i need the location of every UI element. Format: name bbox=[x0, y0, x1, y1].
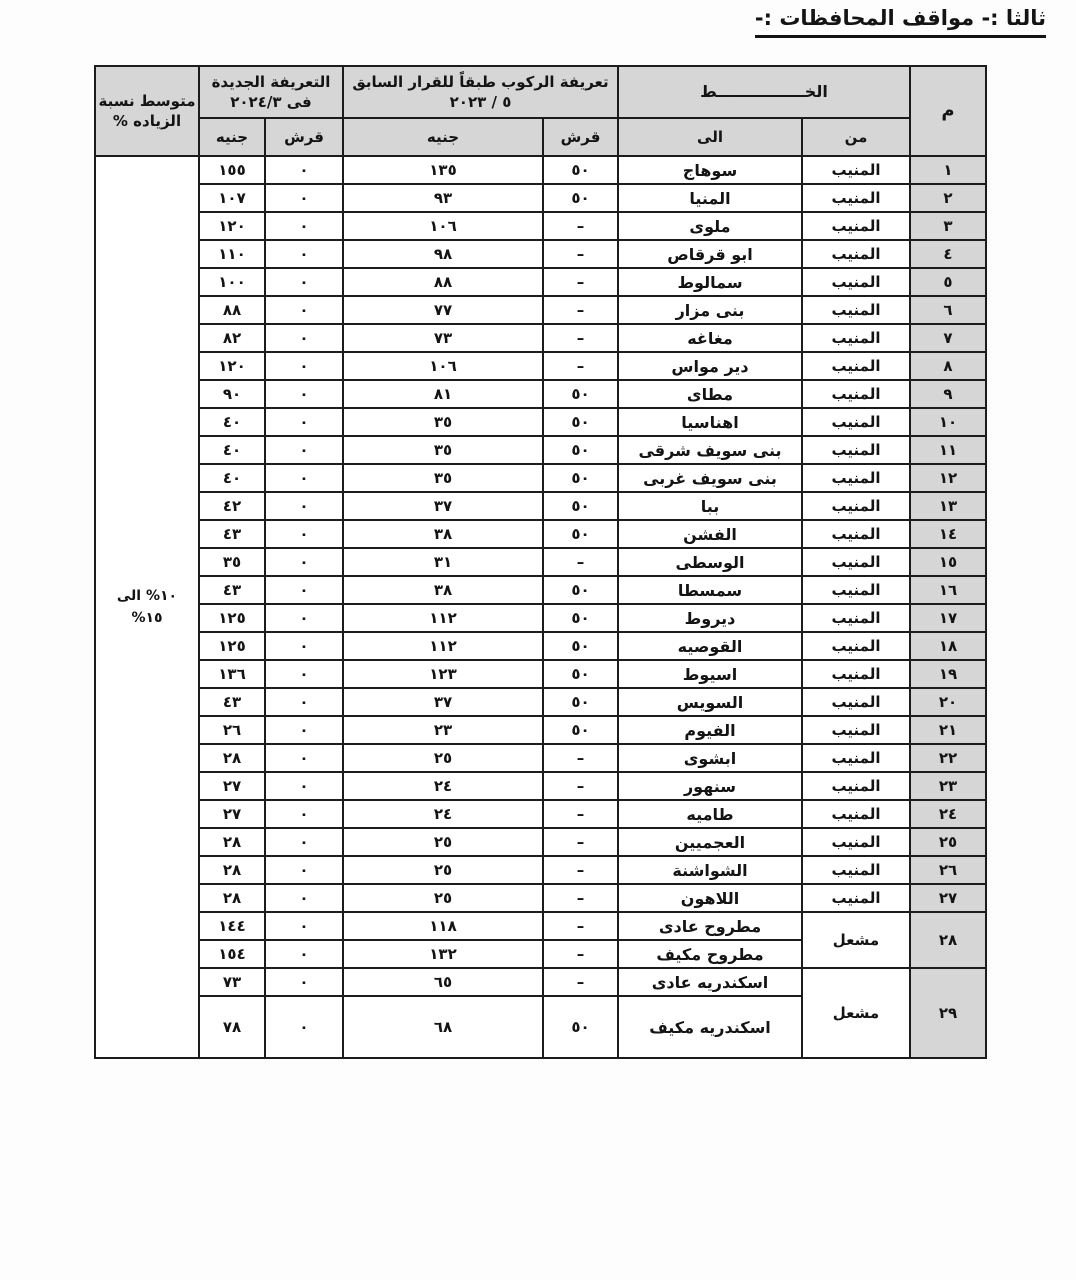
from-cell: المنيب bbox=[802, 156, 910, 184]
new-piasters-cell: ٠ bbox=[265, 800, 343, 828]
avg-increase-line1: ١٠% الى bbox=[116, 587, 178, 604]
old-pounds-cell: ٧٣ bbox=[343, 324, 543, 352]
new-piasters-cell: ٠ bbox=[265, 240, 343, 268]
new-pounds-cell: ٤٠ bbox=[199, 436, 265, 464]
new-piasters-cell: ٠ bbox=[265, 352, 343, 380]
to-cell: مغاغه bbox=[618, 324, 802, 352]
new-pounds-cell: ١٣٦ bbox=[199, 660, 265, 688]
new-piasters-cell: ٠ bbox=[265, 604, 343, 632]
old-pounds-cell: ١٣٢ bbox=[343, 940, 543, 968]
row-number-cell: ١٨ bbox=[910, 632, 986, 660]
new-pounds-cell: ١٢٥ bbox=[199, 604, 265, 632]
new-pounds-cell: ٣٥ bbox=[199, 548, 265, 576]
old-piasters-cell: ٥٠ bbox=[543, 464, 618, 492]
to-cell: ابشوى bbox=[618, 744, 802, 772]
from-cell: المنيب bbox=[802, 520, 910, 548]
new-piasters-cell: ٠ bbox=[265, 212, 343, 240]
row-number-cell: ٥ bbox=[910, 268, 986, 296]
old-pounds-cell: ٣٧ bbox=[343, 688, 543, 716]
to-cell: ملوى bbox=[618, 212, 802, 240]
table-row bbox=[95, 240, 986, 268]
to-cell: اسكندريه مكيف bbox=[618, 996, 802, 1058]
new-piasters-cell: ٠ bbox=[265, 716, 343, 744]
header-new-fare-line2: فى ٢٠٢٤/٣ bbox=[230, 93, 312, 111]
header-line-group: الخــــــــــــــــط bbox=[618, 66, 910, 118]
old-pounds-cell: ٨٨ bbox=[343, 268, 543, 296]
table-row bbox=[95, 324, 986, 352]
table-row bbox=[95, 688, 986, 716]
old-pounds-cell: ٣٥ bbox=[343, 464, 543, 492]
table-row bbox=[95, 296, 986, 324]
old-pounds-cell: ٦٨ bbox=[343, 996, 543, 1058]
old-piasters-cell: ٥٠ bbox=[543, 492, 618, 520]
table-row bbox=[95, 772, 986, 800]
new-piasters-cell: ٠ bbox=[265, 912, 343, 940]
new-pounds-cell: ٤٠ bbox=[199, 408, 265, 436]
header-from: من bbox=[802, 118, 910, 156]
to-cell: بنى سويف شرقى bbox=[618, 436, 802, 464]
to-cell: سوهاج bbox=[618, 156, 802, 184]
new-pounds-cell: ٢٧ bbox=[199, 772, 265, 800]
to-cell: اللاهون bbox=[618, 884, 802, 912]
to-cell: الفشن bbox=[618, 520, 802, 548]
new-piasters-cell: ٠ bbox=[265, 632, 343, 660]
from-cell: مشعل bbox=[802, 912, 910, 968]
table-row bbox=[95, 800, 986, 828]
new-piasters-cell: ٠ bbox=[265, 968, 343, 996]
from-cell: المنيب bbox=[802, 492, 910, 520]
old-piasters-cell: – bbox=[543, 940, 618, 968]
row-number-cell: ٣ bbox=[910, 212, 986, 240]
old-piasters-cell: – bbox=[543, 240, 618, 268]
new-pounds-cell: ٢٨ bbox=[199, 884, 265, 912]
to-cell: المنيا bbox=[618, 184, 802, 212]
to-cell: بنى مزار bbox=[618, 296, 802, 324]
old-pounds-cell: ٣٥ bbox=[343, 436, 543, 464]
table-row bbox=[95, 968, 986, 996]
old-piasters-cell: ٥٠ bbox=[543, 156, 618, 184]
avg-increase-line2: ١٥% bbox=[131, 610, 163, 626]
old-pounds-cell: ١٠٦ bbox=[343, 212, 543, 240]
new-pounds-cell: ٤٢ bbox=[199, 492, 265, 520]
old-piasters-cell: – bbox=[543, 884, 618, 912]
new-piasters-cell: ٠ bbox=[265, 856, 343, 884]
old-pounds-cell: ٨١ bbox=[343, 380, 543, 408]
to-cell: القوصيه bbox=[618, 632, 802, 660]
to-cell: ديروط bbox=[618, 604, 802, 632]
from-cell: المنيب bbox=[802, 184, 910, 212]
row-number-cell: ١٦ bbox=[910, 576, 986, 604]
table-row bbox=[95, 548, 986, 576]
row-number-cell: ٤ bbox=[910, 240, 986, 268]
old-pounds-cell: ٣١ bbox=[343, 548, 543, 576]
new-pounds-cell: ١٢٠ bbox=[199, 352, 265, 380]
from-cell: المنيب bbox=[802, 744, 910, 772]
to-cell: اسيوط bbox=[618, 660, 802, 688]
old-piasters-cell: ٥٠ bbox=[543, 688, 618, 716]
new-pounds-cell: ٩٠ bbox=[199, 380, 265, 408]
to-cell: بنى سويف غربى bbox=[618, 464, 802, 492]
table-row bbox=[95, 576, 986, 604]
old-pounds-cell: ٣٨ bbox=[343, 520, 543, 548]
old-piasters-cell: ٥٠ bbox=[543, 716, 618, 744]
from-cell: المنيب bbox=[802, 212, 910, 240]
old-piasters-cell: – bbox=[543, 772, 618, 800]
from-cell: المنيب bbox=[802, 716, 910, 744]
from-cell: المنيب bbox=[802, 240, 910, 268]
new-piasters-cell: ٠ bbox=[265, 660, 343, 688]
header-new-pounds: جنيه bbox=[199, 118, 265, 156]
row-number-cell: ٢٥ bbox=[910, 828, 986, 856]
row-number-cell: ٢٧ bbox=[910, 884, 986, 912]
to-cell: مطاى bbox=[618, 380, 802, 408]
table-row bbox=[95, 408, 986, 436]
new-piasters-cell: ٠ bbox=[265, 324, 343, 352]
to-cell: سنهور bbox=[618, 772, 802, 800]
new-pounds-cell: ٢٨ bbox=[199, 856, 265, 884]
new-pounds-cell: ١٢٥ bbox=[199, 632, 265, 660]
header-new-fare-group bbox=[199, 66, 343, 118]
new-piasters-cell: ٠ bbox=[265, 688, 343, 716]
new-piasters-cell: ٠ bbox=[265, 408, 343, 436]
row-number-cell: ١٠ bbox=[910, 408, 986, 436]
old-pounds-cell: ٢٤ bbox=[343, 772, 543, 800]
row-number-cell: ٢٠ bbox=[910, 688, 986, 716]
row-number-cell: ١ bbox=[910, 156, 986, 184]
to-cell: مطروح عادى bbox=[618, 912, 802, 940]
row-number-cell: ١٩ bbox=[910, 660, 986, 688]
new-pounds-cell: ١١٠ bbox=[199, 240, 265, 268]
header-old-piasters: قرش bbox=[543, 118, 618, 156]
new-pounds-cell: ١٢٠ bbox=[199, 212, 265, 240]
old-pounds-cell: ٧٧ bbox=[343, 296, 543, 324]
fares-table-body bbox=[95, 156, 986, 1058]
row-number-cell: ٢٢ bbox=[910, 744, 986, 772]
from-cell: المنيب bbox=[802, 604, 910, 632]
row-number-cell: ١٧ bbox=[910, 604, 986, 632]
table-row bbox=[95, 184, 986, 212]
old-pounds-cell: ١١٢ bbox=[343, 604, 543, 632]
new-piasters-cell: ٠ bbox=[265, 744, 343, 772]
table-row bbox=[95, 856, 986, 884]
old-piasters-cell: – bbox=[543, 268, 618, 296]
to-cell: مطروح مكيف bbox=[618, 940, 802, 968]
old-piasters-cell: – bbox=[543, 548, 618, 576]
row-number-cell: ٢٤ bbox=[910, 800, 986, 828]
to-cell: العجميين bbox=[618, 828, 802, 856]
old-piasters-cell: ٥٠ bbox=[543, 380, 618, 408]
header-row-number: م bbox=[910, 66, 986, 156]
from-cell: المنيب bbox=[802, 884, 910, 912]
new-piasters-cell: ٠ bbox=[265, 380, 343, 408]
old-piasters-cell: ٥٠ bbox=[543, 436, 618, 464]
table-row bbox=[95, 744, 986, 772]
to-cell: ابو قرقاص bbox=[618, 240, 802, 268]
new-piasters-cell: ٠ bbox=[265, 184, 343, 212]
new-piasters-cell: ٠ bbox=[265, 548, 343, 576]
old-piasters-cell: ٥٠ bbox=[543, 408, 618, 436]
new-pounds-cell: ٤٣ bbox=[199, 688, 265, 716]
row-number-cell: ٢٦ bbox=[910, 856, 986, 884]
header-avg-increase-line2: الزياده % bbox=[112, 112, 182, 130]
header-new-fare-line1: التعريفة الجديدة bbox=[211, 72, 331, 91]
row-number-cell: ٢٩ bbox=[910, 968, 986, 1058]
row-number-cell: ١٣ bbox=[910, 492, 986, 520]
table-row bbox=[95, 716, 986, 744]
to-cell: الفيوم bbox=[618, 716, 802, 744]
new-pounds-cell: ٢٦ bbox=[199, 716, 265, 744]
old-piasters-cell: ٥٠ bbox=[543, 576, 618, 604]
old-pounds-cell: ٢٥ bbox=[343, 884, 543, 912]
old-piasters-cell: ٥٠ bbox=[543, 184, 618, 212]
old-pounds-cell: ٩٣ bbox=[343, 184, 543, 212]
row-number-cell: ٧ bbox=[910, 324, 986, 352]
from-cell: مشعل bbox=[802, 968, 910, 1058]
row-number-cell: ٦ bbox=[910, 296, 986, 324]
header-old-pounds: جنيه bbox=[343, 118, 543, 156]
from-cell: المنيب bbox=[802, 296, 910, 324]
old-piasters-cell: ٥٠ bbox=[543, 996, 618, 1058]
new-pounds-cell: ١٤٤ bbox=[199, 912, 265, 940]
row-number-cell: ٢ bbox=[910, 184, 986, 212]
new-pounds-cell: ١٠٠ bbox=[199, 268, 265, 296]
old-piasters-cell: ٥٠ bbox=[543, 520, 618, 548]
to-cell: طاميه bbox=[618, 800, 802, 828]
table-row bbox=[95, 436, 986, 464]
table-row bbox=[95, 492, 986, 520]
old-pounds-cell: ١٢٣ bbox=[343, 660, 543, 688]
row-number-cell: ١٢ bbox=[910, 464, 986, 492]
header-old-fare-line1: تعريفة الركوب طبقاً للقرار السابق bbox=[352, 72, 609, 91]
old-pounds-cell: ٣٧ bbox=[343, 492, 543, 520]
new-piasters-cell: ٠ bbox=[265, 772, 343, 800]
old-pounds-cell: ٢٣ bbox=[343, 716, 543, 744]
row-number-cell: ١١ bbox=[910, 436, 986, 464]
from-cell: المنيب bbox=[802, 632, 910, 660]
old-piasters-cell: ٥٠ bbox=[543, 660, 618, 688]
new-pounds-cell: ٢٨ bbox=[199, 744, 265, 772]
new-pounds-cell: ٧٨ bbox=[199, 996, 265, 1058]
old-piasters-cell: – bbox=[543, 828, 618, 856]
to-cell: ببا bbox=[618, 492, 802, 520]
new-piasters-cell: ٠ bbox=[265, 940, 343, 968]
from-cell: المنيب bbox=[802, 688, 910, 716]
old-pounds-cell: ٢٥ bbox=[343, 856, 543, 884]
from-cell: المنيب bbox=[802, 408, 910, 436]
header-old-fare-line2: ٥ / ٢٠٢٣ bbox=[449, 93, 512, 111]
from-cell: المنيب bbox=[802, 576, 910, 604]
to-cell: الوسطى bbox=[618, 548, 802, 576]
row-number-cell: ٨ bbox=[910, 352, 986, 380]
row-number-cell: ٢١ bbox=[910, 716, 986, 744]
from-cell: المنيب bbox=[802, 548, 910, 576]
old-piasters-cell: – bbox=[543, 352, 618, 380]
table-row bbox=[95, 212, 986, 240]
old-pounds-cell: ٢٥ bbox=[343, 828, 543, 856]
old-pounds-cell: ٣٥ bbox=[343, 408, 543, 436]
old-pounds-cell: ٩٨ bbox=[343, 240, 543, 268]
old-piasters-cell: – bbox=[543, 324, 618, 352]
old-piasters-cell: – bbox=[543, 800, 618, 828]
old-piasters-cell: – bbox=[543, 212, 618, 240]
from-cell: المنيب bbox=[802, 856, 910, 884]
new-piasters-cell: ٠ bbox=[265, 828, 343, 856]
from-cell: المنيب bbox=[802, 352, 910, 380]
to-cell: اهناسيا bbox=[618, 408, 802, 436]
table-row bbox=[95, 884, 986, 912]
fares-table bbox=[94, 65, 987, 1059]
new-piasters-cell: ٠ bbox=[265, 884, 343, 912]
old-pounds-cell: ١٣٥ bbox=[343, 156, 543, 184]
new-piasters-cell: ٠ bbox=[265, 464, 343, 492]
row-number-cell: ٢٨ bbox=[910, 912, 986, 968]
old-piasters-cell: – bbox=[543, 856, 618, 884]
new-pounds-cell: ٢٧ bbox=[199, 800, 265, 828]
old-piasters-cell: – bbox=[543, 296, 618, 324]
old-pounds-cell: ١١٢ bbox=[343, 632, 543, 660]
to-cell: دير مواس bbox=[618, 352, 802, 380]
old-pounds-cell: ٦٥ bbox=[343, 968, 543, 996]
table-row bbox=[95, 352, 986, 380]
from-cell: المنيب bbox=[802, 464, 910, 492]
table-row bbox=[95, 660, 986, 688]
old-pounds-cell: ١١٨ bbox=[343, 912, 543, 940]
old-piasters-cell: – bbox=[543, 912, 618, 940]
to-cell: سمسطا bbox=[618, 576, 802, 604]
to-cell: السويس bbox=[618, 688, 802, 716]
new-piasters-cell: ٠ bbox=[265, 156, 343, 184]
row-number-cell: ١٥ bbox=[910, 548, 986, 576]
row-number-cell: ٩ bbox=[910, 380, 986, 408]
old-pounds-cell: ٢٤ bbox=[343, 800, 543, 828]
new-pounds-cell: ٤٣ bbox=[199, 576, 265, 604]
from-cell: المنيب bbox=[802, 380, 910, 408]
table-row bbox=[95, 828, 986, 856]
new-pounds-cell: ٢٨ bbox=[199, 828, 265, 856]
new-piasters-cell: ٠ bbox=[265, 576, 343, 604]
table-row bbox=[95, 464, 986, 492]
new-piasters-cell: ٠ bbox=[265, 436, 343, 464]
header-new-piasters: قرش bbox=[265, 118, 343, 156]
to-cell: سمالوط bbox=[618, 268, 802, 296]
table-row bbox=[95, 604, 986, 632]
new-piasters-cell: ٠ bbox=[265, 296, 343, 324]
from-cell: المنيب bbox=[802, 436, 910, 464]
new-pounds-cell: ١٥٤ bbox=[199, 940, 265, 968]
from-cell: المنيب bbox=[802, 800, 910, 828]
new-pounds-cell: ٤٣ bbox=[199, 520, 265, 548]
old-piasters-cell: ٥٠ bbox=[543, 632, 618, 660]
to-cell: اسكندريه عادى bbox=[618, 968, 802, 996]
header-old-fare-group bbox=[343, 66, 618, 118]
page-title: ثالثا :- مواقف المحافظات :- bbox=[755, 6, 1046, 38]
from-cell: المنيب bbox=[802, 772, 910, 800]
new-pounds-cell: ٨٢ bbox=[199, 324, 265, 352]
avg-increase-value-cell bbox=[95, 156, 199, 1058]
new-pounds-cell: ١٥٥ bbox=[199, 156, 265, 184]
new-pounds-cell: ٨٨ bbox=[199, 296, 265, 324]
new-pounds-cell: ٧٣ bbox=[199, 968, 265, 996]
to-cell: الشواشنة bbox=[618, 856, 802, 884]
new-pounds-cell: ١٠٧ bbox=[199, 184, 265, 212]
old-piasters-cell: ٥٠ bbox=[543, 604, 618, 632]
table-row bbox=[95, 156, 986, 184]
header-avg-increase bbox=[95, 66, 199, 156]
header-avg-increase-line1: متوسط نسبة bbox=[98, 91, 196, 110]
table-row bbox=[95, 380, 986, 408]
table-row bbox=[95, 632, 986, 660]
new-piasters-cell: ٠ bbox=[265, 996, 343, 1058]
old-pounds-cell: ٣٨ bbox=[343, 576, 543, 604]
header-to: الى bbox=[618, 118, 802, 156]
row-number-cell: ٢٣ bbox=[910, 772, 986, 800]
new-pounds-cell: ٤٠ bbox=[199, 464, 265, 492]
from-cell: المنيب bbox=[802, 828, 910, 856]
table-row bbox=[95, 912, 986, 940]
old-piasters-cell: – bbox=[543, 968, 618, 996]
new-piasters-cell: ٠ bbox=[265, 492, 343, 520]
from-cell: المنيب bbox=[802, 660, 910, 688]
table-row bbox=[95, 520, 986, 548]
new-piasters-cell: ٠ bbox=[265, 520, 343, 548]
from-cell: المنيب bbox=[802, 324, 910, 352]
row-number-cell: ١٤ bbox=[910, 520, 986, 548]
new-piasters-cell: ٠ bbox=[265, 268, 343, 296]
old-pounds-cell: ٢٥ bbox=[343, 744, 543, 772]
table-row bbox=[95, 268, 986, 296]
old-piasters-cell: – bbox=[543, 744, 618, 772]
old-pounds-cell: ١٠٦ bbox=[343, 352, 543, 380]
from-cell: المنيب bbox=[802, 268, 910, 296]
